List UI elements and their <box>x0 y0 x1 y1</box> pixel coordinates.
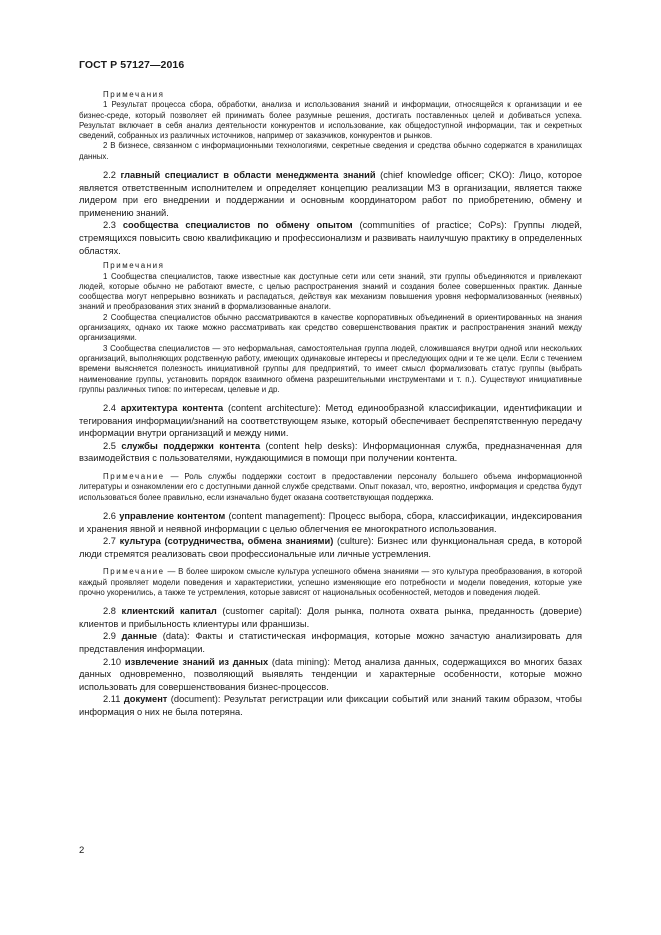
term-definition: (content help desks): Информационная служба, предназначенная для взаимодействия с пользователями, нуждающимися в помощи при получении контента. <box>79 440 582 464</box>
term-2-3 <box>79 219 582 257</box>
page-number: 2 <box>79 845 85 856</box>
term-name: клиентский капитал <box>121 606 217 617</box>
note-2-5 <box>79 472 582 503</box>
term-name: данные <box>121 631 158 642</box>
term-number: 2.10 <box>103 656 122 667</box>
term-definition: (communities of practice; CoPs): Группы людей, стремящихся повысить свою квалификацию и профессионализм и развивать наилучшую практику в определенных областях. <box>79 220 582 256</box>
note-label: Примечание <box>103 567 165 577</box>
term-2-9 <box>79 630 582 655</box>
standard-header: ГОСТ Р 57127—2016 <box>79 59 185 71</box>
term-number: 2.3 <box>103 220 116 231</box>
term-definition: (culture): Бизнес или функциональная среда, в которой люди стремятся реализовать свои профессиональные или личные устремления. <box>79 536 582 559</box>
term-definition: (document): Результат регистрации или фиксации событий или знаний таким образом, чтобы информация о них не была потеряна. <box>79 694 582 717</box>
term-definition: (customer capital): Доля рынка, полнота охвата рынка, преданность (доверие) клиентов и прибыльность клиентуры или франшизы. <box>79 606 582 629</box>
term-number: 2.11 <box>103 694 121 705</box>
notes-block-2-1 <box>79 90 582 162</box>
term-number: 2.9 <box>103 631 116 642</box>
term-number: 2.7 <box>103 536 116 547</box>
notes-title: Примечания <box>103 90 165 99</box>
term-name: культура (сотрудничества, обмена знаниями) <box>119 536 334 547</box>
term-name: управление контентом <box>119 510 226 521</box>
term-definition: (content architecture): Метод единообразной классификации, идентификации и тегирования информации/знаний на соответствующем языке, который обеспечивает беспрепятственную передачу информации внутри организаций и между ними. <box>79 403 582 439</box>
term-2-2 <box>79 169 582 219</box>
note-text: — В более широком смысле культура успешного обмена знаниями — это культура преобразования, в которой каждый проявляет модели поведения и характеристики, успешно изменяющие его потребности и модели поведения, которые уже прочно укоренились, а также те устремления, которые зависят от национальных особенностей, методов и поведения людей. <box>79 567 582 597</box>
term-2-8 <box>79 605 582 630</box>
note-2-7 <box>79 567 582 598</box>
term-name: службы поддержки контента <box>121 440 261 451</box>
term-number: 2.5 <box>103 440 116 451</box>
term-name: главный специалист в области менеджмента знаний <box>120 170 376 181</box>
term-number: 2.2 <box>103 170 116 181</box>
term-number: 2.8 <box>103 606 116 617</box>
term-definition: (data): Факты и статистическая информация, которые можно зачастую анализировать для представления информации. <box>79 631 582 654</box>
term-definition: (content management): Процесс выбора, сбора, классификации, индексирования и хранения явной и неявной информации с целью облегчения ее многократного использования. <box>79 510 582 534</box>
term-2-4 <box>79 402 582 440</box>
term-definition: (chief knowledge officer; CKO): Лицо, которое является ответственным исполнителем и определяет концепцию реализации МЗ в организации, является также лидером при его внедрении и поддержании и основным координатором работ по приобретению, обмену и применению знаний. <box>79 170 582 218</box>
term-2-7 <box>79 535 582 560</box>
note-2: 2 Сообщества специалистов обычно рассматриваются в качестве корпоративных объединений в ориентированных на знания организациях, однако их также можно рассматривать как средство совершенствования практик и распространения знаний между организациями. <box>79 312 582 343</box>
notes-block-2-3 <box>79 261 582 395</box>
term-number: 2.6 <box>103 510 116 521</box>
term-name: архитектура контента <box>120 403 224 414</box>
term-2-10 <box>79 656 582 694</box>
term-2-11 <box>79 693 582 718</box>
term-2-5 <box>79 440 582 465</box>
note-1: 1 Результат процесса сбора, обработки, анализа и использования знаний и информации, относящейся к организации и ее бизнес-среде, который позволяет ей принимать более разумные решения, достигать поставленных целей и добиваться успеха. Результат включает в себя анализ деятельности конкурентов и использование, как общедоступной информации, так и секретных сведений, собранных из различных источников, например от заказчиков, конкурентов и рынков. <box>79 100 582 141</box>
term-name: сообщества специалистов по обмену опытом <box>122 220 353 231</box>
notes-title: Примечания <box>103 261 165 271</box>
note-1: 1 Сообщества специалистов, также известные как доступные сети или сети знаний, эти группы объединяются и привлекают людей, которые обычно не работают вместе, с целью распространения знаний и создания более совершенных практик. Данные сообщества могут непрерывно возникать и распадаться, действуя как механизм повышения уровня неформализованных (неявных) знаний и преобразования этих знаний в формализованные аналоги. <box>79 271 582 312</box>
term-definition: (data mining): Метод анализа данных, содержащихся во многих базах данных одновременно, позволяющий выявлять тенденции и характерные особенности, которые можно использовать для совершенствования бизнес-процессов. <box>79 656 582 692</box>
term-number: 2.4 <box>103 403 116 414</box>
note-label: Примечание <box>103 472 165 482</box>
term-name: извлечение знаний из данных <box>124 656 269 667</box>
page-body <box>79 90 582 719</box>
note-3: 3 Сообщества специалистов — это неформальная, самостоятельная группа людей, сложившаяся внутри одной или нескольких организаций, выполняющих родственную работу, имеющих одинаковые интересы и преследующих одни и те же цели. Если с течением времени выясняется полезность инициативной группы для предприятий, то имеет смысл формализовать статус группы (выбрать наименование группы, установить порядок взаимного обмена разрешительными инструментами и т. п.). Существуют инициативные группы различных типов: по интересам, целевые и др. <box>79 343 582 394</box>
note-2: 2 В бизнесе, связанном с информационными технологиями, секретные сведения и средства обычно содержатся в хранилищах данных. <box>79 141 582 161</box>
term-name: документ <box>123 694 168 705</box>
note-text: — Роль службы поддержки состоит в предоставлении персоналу большего объема информационной литературы и ознакомлении его с доступными данной службе средствами. Опыт показал, что, вероятно, информация и средства будут использоваться более правильно, если изначально будет оказана соответствующая поддержка. <box>79 472 582 502</box>
term-2-6 <box>79 510 582 535</box>
